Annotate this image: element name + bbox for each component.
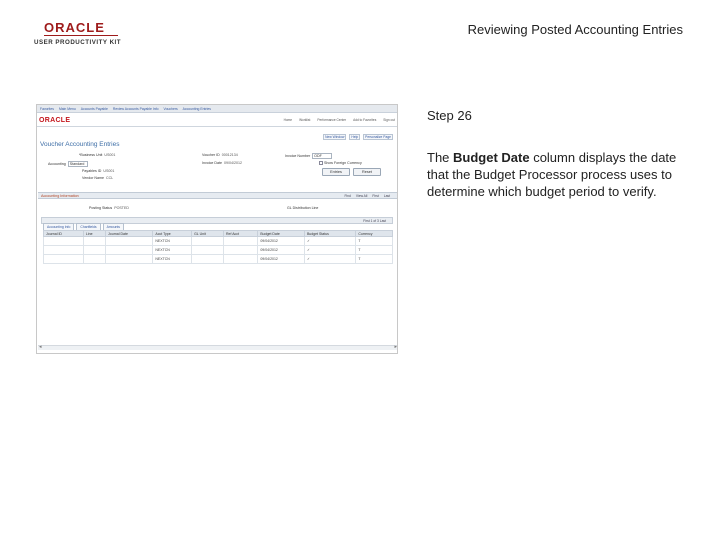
cell	[223, 237, 257, 246]
cell: 09/04/2012	[258, 237, 305, 246]
accounting-find-link[interactable]: Find	[344, 193, 351, 198]
col-currency: Currency	[356, 231, 393, 237]
step-description-post: column displays the date that the Budget Processor process uses to determine which budget period to verify.	[427, 150, 677, 199]
accounting-info-header	[38, 192, 398, 199]
cell: NEXTCN	[153, 237, 192, 246]
header-link-worklist[interactable]: Worklist	[299, 118, 311, 122]
cell: 09/04/2012	[258, 246, 305, 255]
entries-button[interactable]: Entries	[322, 168, 350, 176]
cell	[83, 237, 105, 246]
step-description	[427, 149, 695, 200]
business-unit-label: *Business Unit	[79, 153, 103, 157]
voucher-id-value: 00012134	[221, 153, 238, 157]
payables-field	[82, 169, 114, 173]
nav-item-vouchers[interactable]: Vouchers	[163, 106, 178, 111]
business-unit-value: US001	[104, 153, 116, 157]
cell	[83, 246, 105, 255]
cell	[192, 237, 224, 246]
header-link-sign-out[interactable]: Sign out	[383, 118, 395, 122]
invoice-date-field	[202, 161, 242, 165]
cell: NEXTCN	[153, 246, 192, 255]
tab-chartfields[interactable]: Chartfields	[76, 223, 100, 230]
invoice-number-field	[285, 153, 332, 159]
utility-links	[323, 134, 393, 140]
posting-status-label: Posting Status	[89, 206, 113, 210]
app-logo: ORACLE	[39, 116, 71, 124]
logo-underline	[44, 35, 118, 36]
breadcrumb-nav	[37, 105, 398, 113]
cell	[223, 255, 257, 264]
cell	[44, 237, 84, 246]
page-title: Voucher Accounting Entries	[40, 141, 120, 148]
invoice-number-input[interactable]: ODF	[312, 153, 332, 159]
nav-item-main-menu[interactable]: Main Menu	[58, 106, 76, 111]
cell: ✓	[304, 246, 355, 255]
invoice-number-label: Invoice Number	[285, 154, 311, 158]
cell: T	[356, 237, 393, 246]
tab-amounts[interactable]: Amounts	[103, 223, 124, 230]
nav-item-favorites[interactable]: Favorites	[40, 106, 54, 111]
table-row	[44, 255, 393, 264]
help-link[interactable]: Help	[351, 135, 359, 139]
col-journal-date: Journal Date	[106, 231, 153, 237]
col-budget-status: Budget Status	[304, 231, 355, 237]
logo-subtitle: USER PRODUCTIVITY KIT	[34, 39, 122, 46]
accounting-first-link[interactable]: First	[372, 193, 379, 198]
accounting-info-title: Accounting Information	[41, 193, 79, 198]
logo-brand: ORACLE	[44, 20, 105, 35]
table-row	[44, 246, 393, 255]
col-budget-date: Budget Date	[258, 231, 305, 237]
gl-distribution-label: GL Distribution Line	[287, 206, 319, 210]
cell: ✓	[304, 255, 355, 264]
cell: T	[356, 255, 393, 264]
accounting-last-link[interactable]: Last	[383, 193, 390, 198]
cell	[192, 255, 224, 264]
personalize-page-link[interactable]: Personalize Page	[365, 135, 391, 139]
accounting-option-select[interactable]: Standard	[68, 161, 88, 167]
voucher-id-label: Voucher ID	[202, 153, 220, 157]
oracle-upk-logo	[34, 22, 124, 48]
voucher-id-field	[202, 153, 238, 157]
header-link-home[interactable]: Home	[283, 118, 293, 122]
cell: NEXTCN	[153, 255, 192, 264]
cell	[192, 246, 224, 255]
step-description-pre: The	[427, 150, 454, 165]
col-gl-unit: GL Unit	[192, 231, 224, 237]
app-header	[37, 114, 398, 127]
business-unit-field	[79, 153, 115, 157]
invoice-date-value: 09/04/2012	[223, 161, 242, 165]
slide-title: Reviewing Posted Accounting Entries	[467, 22, 683, 37]
cell	[106, 246, 153, 255]
grid-tabs	[43, 223, 124, 230]
accounting-option-label: Accounting	[48, 162, 66, 166]
show-foreign-currency-label: Show Foreign Currency	[324, 161, 362, 165]
cell	[44, 246, 84, 255]
grid-nav[interactable]: First 1 of 3 Last	[363, 219, 386, 223]
posting-status-field	[89, 206, 129, 210]
nav-item-accounting-entries[interactable]: Accounting Entries	[182, 106, 211, 111]
cell	[106, 255, 153, 264]
vendor-value: CCL	[105, 176, 114, 180]
col-ref-acct: Ref Acct	[223, 231, 257, 237]
scroll-left-icon[interactable]: ◂	[39, 344, 42, 350]
table-row	[44, 237, 393, 246]
payables-value: US001	[103, 169, 115, 173]
application-screenshot	[36, 104, 398, 354]
gl-distribution-field	[287, 206, 318, 210]
cell	[223, 246, 257, 255]
header-links	[284, 118, 395, 122]
cell	[83, 255, 105, 264]
nav-item-accounts-payable[interactable]: Accounts Payable	[80, 106, 108, 111]
accounting-view-all-link[interactable]: View All	[355, 193, 368, 198]
accounting-option-field	[48, 161, 88, 167]
header-link-performance[interactable]: Performance Center	[317, 118, 347, 122]
col-line: Line	[83, 231, 105, 237]
col-journal-id: Journal ID	[44, 231, 84, 237]
new-window-link[interactable]: New Window	[325, 135, 345, 139]
payables-label: Payables ID	[82, 169, 102, 173]
nav-item-review-ap-info[interactable]: Review Accounts Payable Info	[112, 106, 159, 111]
cell: 09/04/2012	[258, 255, 305, 264]
cell	[44, 255, 84, 264]
step-label: Step 26	[427, 108, 472, 123]
vendor-label: Vendor Name	[82, 176, 104, 180]
vendor-field	[82, 176, 113, 180]
tab-accounting-info[interactable]: Accounting Info	[43, 223, 74, 230]
accounting-entries-table	[43, 230, 393, 264]
reset-button[interactable]: Reset	[353, 168, 381, 176]
header-link-add-favorites[interactable]: Add to Favorites	[353, 118, 377, 122]
cell: ✓	[304, 237, 355, 246]
cell	[106, 237, 153, 246]
cell: T	[356, 246, 393, 255]
show-foreign-currency-field[interactable]	[319, 161, 362, 165]
accounting-info-nav	[344, 194, 390, 198]
col-acct-type: Acct Type	[153, 231, 192, 237]
show-foreign-currency-checkbox[interactable]	[319, 161, 323, 165]
posting-status-value: POSTED	[114, 206, 129, 210]
step-description-bold: Budget Date	[453, 150, 530, 165]
invoice-date-label: Invoice Date	[202, 161, 222, 165]
horizontal-scrollbar[interactable]	[38, 345, 398, 350]
scroll-right-icon[interactable]: ▸	[394, 344, 397, 350]
